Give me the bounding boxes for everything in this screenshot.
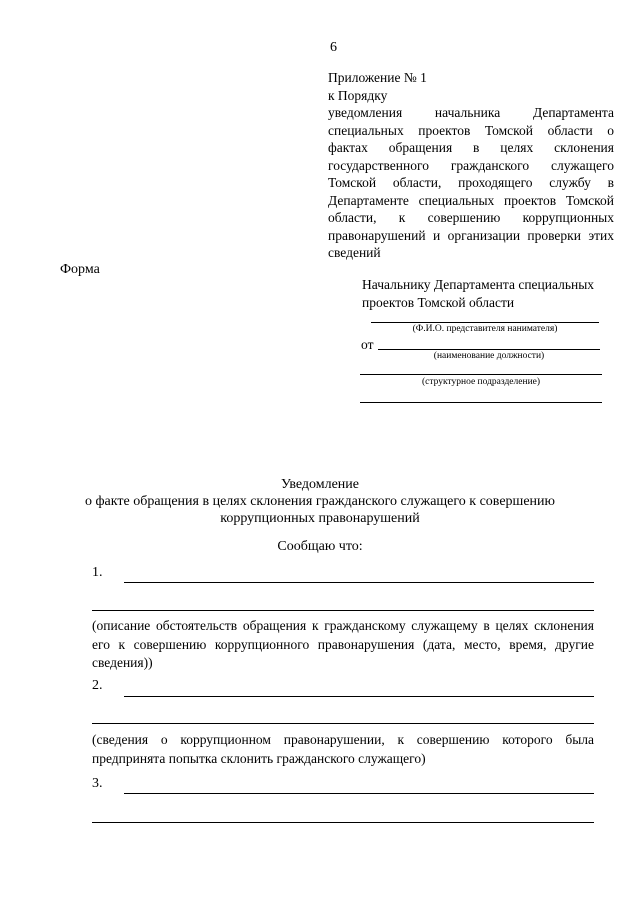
position-caption: (наименование должности)	[433, 351, 545, 361]
report-label: Сообщаю что:	[277, 539, 363, 554]
item-2-description: (сведения о коррупционном правонарушении, к совершению которого была предпринята попытка склонить гражданского служащего)	[92, 732, 594, 766]
appendix-line: сведений	[328, 245, 381, 260]
item-number: 1.	[92, 565, 103, 580]
addressee-block	[362, 276, 612, 312]
unit-caption: (структурное подразделение)	[421, 377, 541, 387]
page-number: 6	[330, 40, 337, 55]
document-title: Уведомление	[280, 477, 359, 492]
item-3-field-line-2[interactable]	[92, 822, 594, 823]
appendix-line: Департаменте специальных проектов Томской	[328, 192, 614, 208]
item-2-field-line-2[interactable]	[92, 723, 594, 724]
item-number: 3.	[92, 776, 103, 791]
appendix-line: фактах обращения в целях склонения	[328, 140, 614, 155]
extra-field-line[interactable]	[360, 402, 602, 403]
appendix-block	[328, 69, 614, 262]
appendix-line: специальных проектов Томской области о	[328, 122, 614, 138]
position-field-line[interactable]	[378, 349, 600, 350]
appendix-line: государственного гражданского служащего	[328, 157, 614, 173]
appendix-line: Томской области, проходящего службу в	[328, 175, 614, 190]
unit-field-line[interactable]	[360, 374, 602, 375]
fio-caption: (Ф.И.О. представителя нанимателя)	[412, 324, 558, 334]
appendix-line: к Порядку	[328, 87, 388, 103]
addressee-line-1: Начальнику Департамента специальных	[362, 277, 595, 292]
appendix-line: Приложение № 1	[328, 70, 427, 85]
from-label: от	[361, 337, 374, 352]
item-number: 2.	[92, 678, 103, 693]
item-2-field-line[interactable]	[124, 696, 594, 697]
item-1-field-line[interactable]	[124, 582, 594, 583]
document-subtitle-2: коррупционных правонарушений	[220, 511, 420, 526]
appendix-line: области, к совершению коррупционных	[328, 210, 614, 225]
fio-field-line[interactable]	[371, 322, 599, 323]
item-3-field-line[interactable]	[124, 793, 594, 794]
appendix-line: уведомления начальника Департамента	[328, 105, 614, 120]
document-subtitle-1: о факте обращения в целях склонения гражданского служащего к совершению	[84, 494, 555, 509]
addressee-line-2: проектов Томской области	[362, 295, 515, 310]
form-label: Форма	[60, 262, 100, 277]
item-1-description: (описание обстоятельств обращения к гражданскому служащему в целях склонения его к совершению коррупционного правонарушения (дата, место, время, другие сведения))	[92, 618, 594, 670]
appendix-line: правонарушений и организации проверки этих	[328, 227, 614, 243]
item-1-field-line-2[interactable]	[92, 610, 594, 611]
